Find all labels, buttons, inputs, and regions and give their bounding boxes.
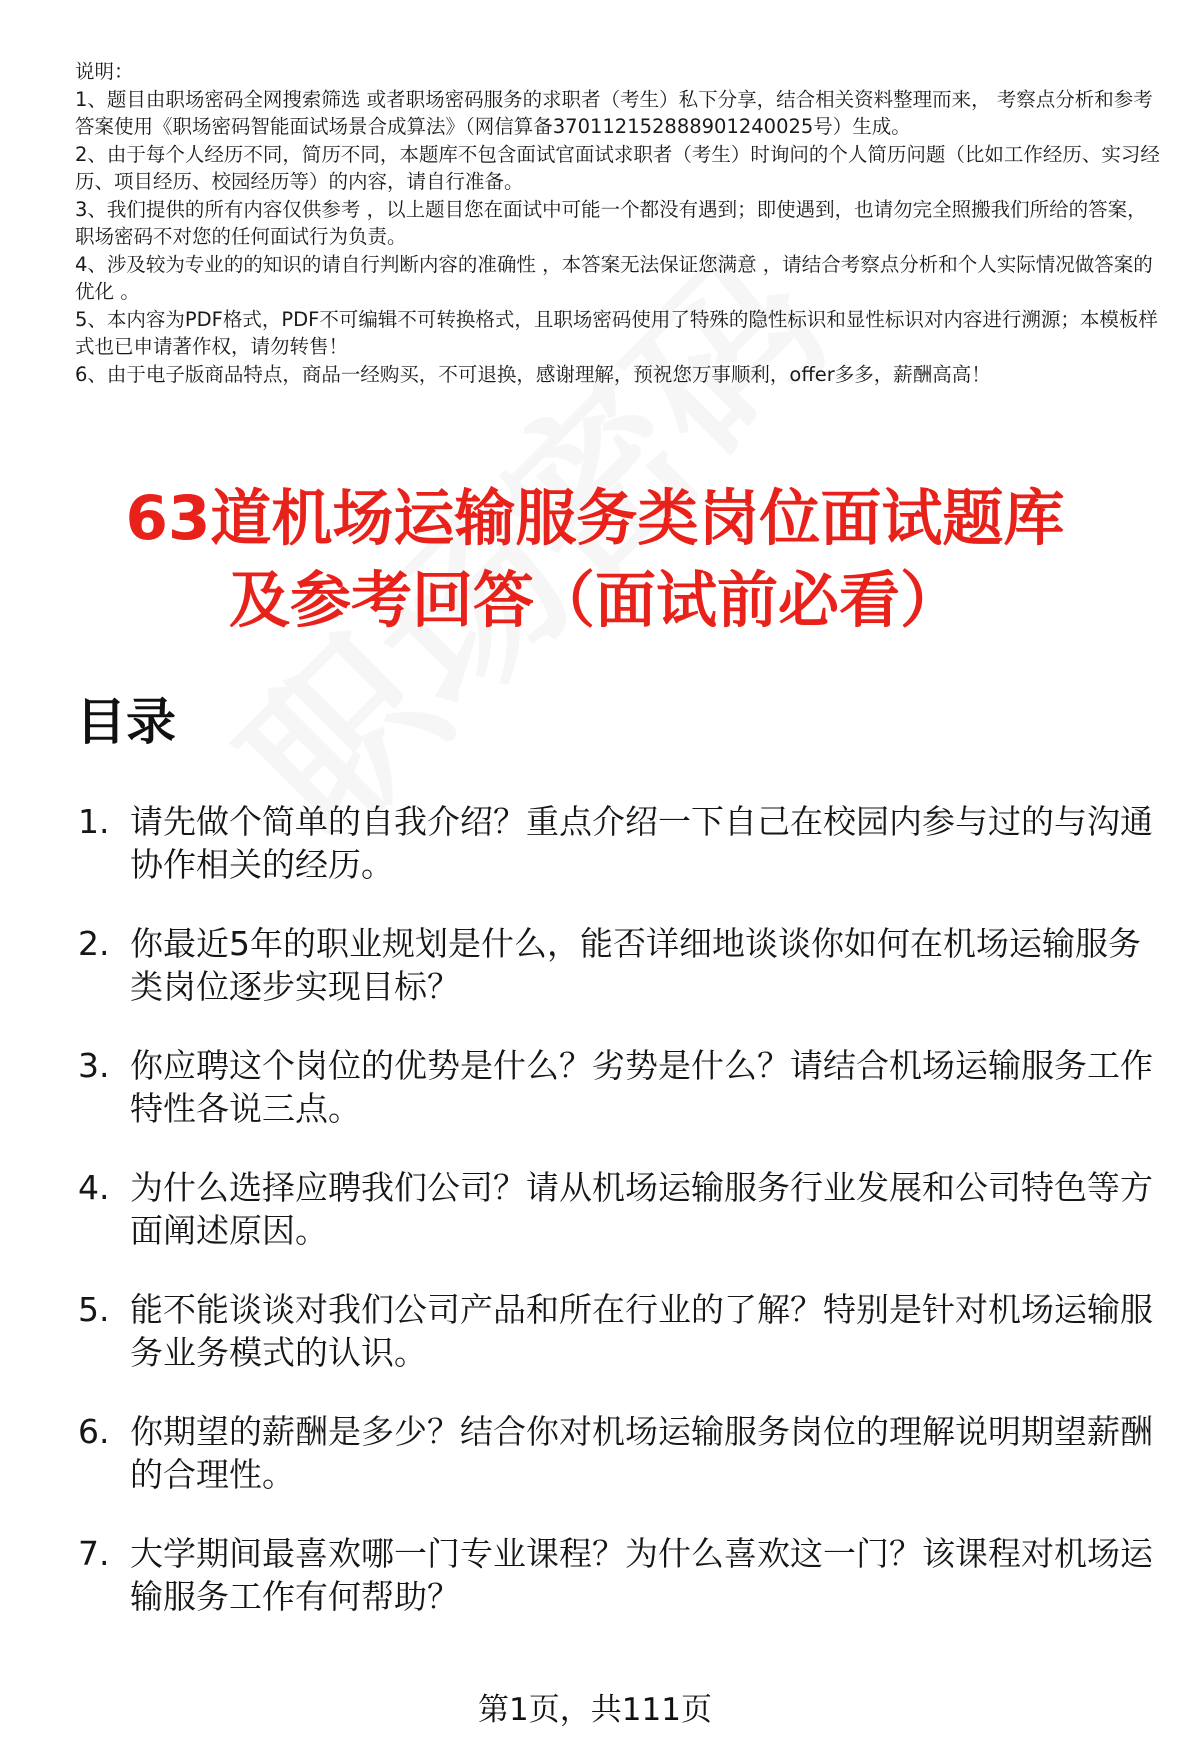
toc-item[interactable] xyxy=(78,1288,1168,1374)
toc-item-text: 请先做个简单的自我介绍？重点介绍一下自己在校园内参与过的与沟通协作相关的经历。 xyxy=(130,802,1153,884)
toc-heading: 目录 xyxy=(76,693,176,751)
toc-item[interactable] xyxy=(78,1410,1168,1496)
title-line-2: 及参考回答（面试前必看） xyxy=(228,565,961,636)
notice-item-2: 2、由于每个人经历不同，简历不同，本题库不包含面试官面试求职者（考生）时询问的个人简历问题（比如工作经历、实习经历、项目经历、校园经历等）的内容，请自行准备。 xyxy=(75,142,1160,193)
notice-item-4: 4、涉及较为专业的的知识的请自行判断内容的准确性 ，本答案无法保证您满意 ，请结合考察点分析和个人实际情况做答案的优化 。 xyxy=(75,252,1153,303)
toc-item-number: 7. xyxy=(78,1534,110,1573)
toc-item-number: 2. xyxy=(78,924,110,963)
document-title xyxy=(60,478,1130,642)
table-of-contents xyxy=(78,800,1168,1654)
title-line-1: 63道机场运输服务类岗位面试题库 xyxy=(125,483,1065,554)
toc-item[interactable] xyxy=(78,1044,1168,1130)
toc-item-number: 6. xyxy=(78,1412,110,1451)
notice-heading: 说明： xyxy=(75,60,134,83)
toc-item-number: 4. xyxy=(78,1168,110,1207)
toc-item-number: 5. xyxy=(78,1290,110,1329)
toc-item-text: 你应聘这个岗位的优势是什么？劣势是什么？请结合机场运输服务工作特性各说三点。 xyxy=(130,1046,1153,1128)
toc-item-text: 能不能谈谈对我们公司产品和所在行业的了解？特别是针对机场运输服务业务模式的认识。 xyxy=(130,1290,1153,1372)
notice-item-6: 6、由于电子版商品特点，商品一经购买，不可退换，感谢理解，预祝您万事顺利，offer多多，薪酬高高！ xyxy=(75,362,991,386)
notice-item-1: 1、题目由职场密码全网搜索筛选 或者职场密码服务的求职者（考生）私下分享，结合相关资料整理而来， 考察点分析和参考答案使用《职场密码智能面试场景合成算法》（网信算备370112152888901240025号）生成。 xyxy=(75,87,1153,138)
notice-block xyxy=(75,58,1165,388)
notice-item-5: 5、本内容为PDF格式，PDF不可编辑不可转换格式，且职场密码使用了特殊的隐性标识和显性标识对内容进行溯源；本模板样式也已申请著作权，请勿转售！ xyxy=(75,307,1158,358)
notice-item-3: 3、我们提供的所有内容仅供参考 ，以上题目您在面试中可能一个都没有遇到；即使遇到，也请勿完全照搬我们所给的答案，职场密码不对您的任何面试行为负责。 xyxy=(75,197,1147,248)
toc-item[interactable] xyxy=(78,800,1168,886)
toc-item-text: 你期望的薪酬是多少？结合你对机场运输服务岗位的理解说明期望薪酬的合理性。 xyxy=(130,1412,1153,1494)
toc-item-text: 大学期间最喜欢哪一门专业课程？为什么喜欢这一门？该课程对机场运输服务工作有何帮助？ xyxy=(130,1534,1153,1616)
toc-item-number: 3. xyxy=(78,1046,110,1085)
toc-item[interactable] xyxy=(78,922,1168,1008)
toc-item-text: 为什么选择应聘我们公司？请从机场运输服务行业发展和公司特色等方面阐述原因。 xyxy=(130,1168,1153,1250)
page-number: 第1页，共111页 xyxy=(478,1692,712,1728)
toc-item-text: 你最近5年的职业规划是什么，能否详细地谈谈你如何在机场运输服务类岗位逐步实现目标？ xyxy=(130,924,1141,1006)
toc-item[interactable] xyxy=(78,1532,1168,1618)
toc-item-number: 1. xyxy=(78,802,110,841)
toc-item[interactable] xyxy=(78,1166,1168,1252)
